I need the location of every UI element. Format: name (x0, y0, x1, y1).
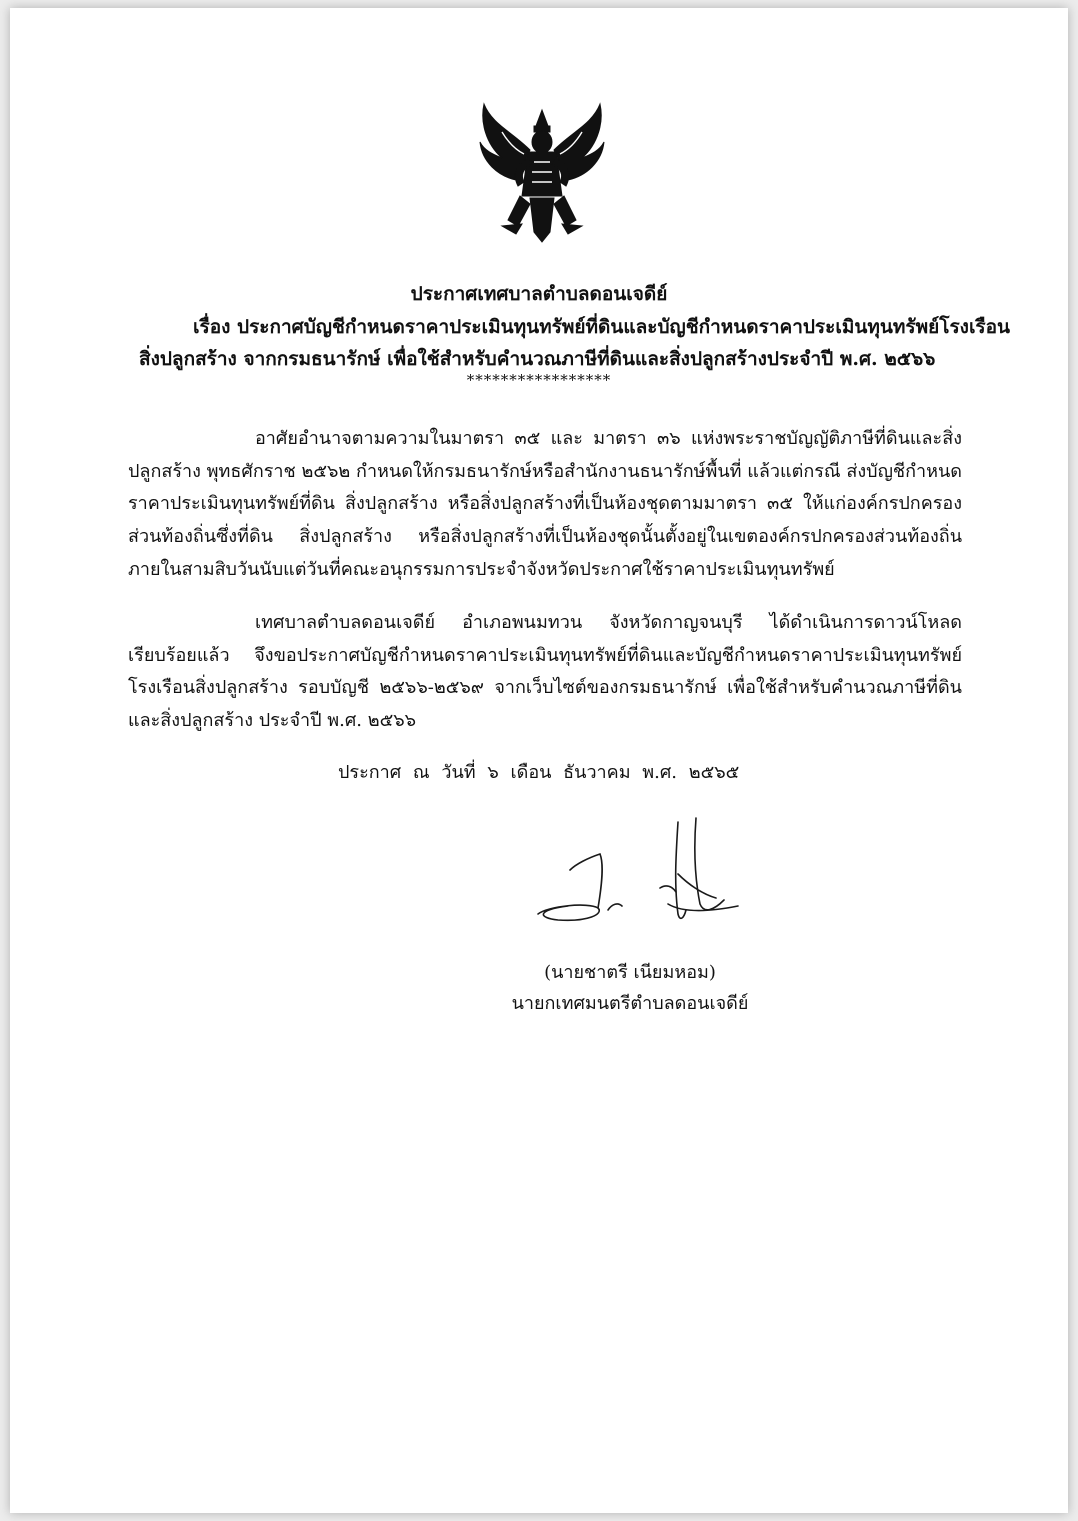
signer-position: นายกเทศมนตรีตำบลดอนเจดีย์ (511, 993, 749, 1014)
signature-icon (528, 814, 758, 932)
paragraph-2-text: เทศบาลตำบลดอนเจดีย์ อำเภอพนมทวน จังหวัดกาญจนบุรี ได้ดำเนินการดาวน์โหลดเรียบร้อยแล้ว จึงขอประกาศบัญชีกำหนดราคาประเมินทุนทรัพย์ที่ดินและบัญชีกำหนดราคาประเมินทุนทรัพย์โรงเรือนสิ่งปลูกสร้าง รอบบัญชี ๒๕๖๖-๒๕๖๙ จากเว็บไซต์ของกรมธนารักษ์ เพื่อใช้สำหรับคำนวณภาษีที่ดินและสิ่งปลูกสร้าง ประจำปี พ.ศ. ๒๕๖๖ (128, 612, 962, 732)
paragraph-1 (128, 423, 962, 587)
signer-name: (นายชาตรี เนียมหอม) (544, 962, 716, 983)
paragraph-1-text: อาศัยอำนาจตามความในมาตรา ๓๕ และ มาตรา ๓๖ แห่งพระราชบัญญัติภาษีที่ดินและสิ่งปลูกสร้าง พุทธศักราช ๒๕๖๒ กำหนดให้กรมธนารักษ์หรือสำนักงานธนารักษ์พื้นที่ แล้วแต่กรณี ส่งบัญชีกำหนดราคาประเมินทุนทรัพย์ที่ดิน สิ่งปลูกสร้าง หรือสิ่งปลูกสร้างที่เป็นห้องชุดตามมาตรา ๓๕ ให้แก่องค์กรปกครองส่วนท้องถิ่นซึ่งที่ดิน สิ่งปลูกสร้าง หรือสิ่งปลูกสร้างที่เป็นห้องชุดนั้นตั้งอยู่ในเขตองค์กรปกครองส่วนท้องถิ่น ภายในสามสิบวันนับแต่วันที่คณะอนุกรรมการประจำจังหวัดประกาศใช้ราคาประเมินทุนทรัพย์ (128, 428, 962, 580)
garuda-emblem-icon (472, 92, 612, 248)
document-title: ประกาศเทศบาลตำบลดอนเจดีย์ (410, 283, 668, 305)
separator: ***************** (466, 371, 612, 389)
subject-line-2: สิ่งปลูกสร้าง จากกรมธนารักษ์ เพื่อใช้สำหรับคำนวณภาษีที่ดินและสิ่งปลูกสร้างประจำปี พ.ศ. ๒๕๖๖ (139, 348, 936, 370)
announcement-date: ประกาศ ณ วันที่ ๖ เดือน ธันวาคม พ.ศ. ๒๕๖๕ (338, 762, 740, 783)
paragraph-2 (128, 607, 962, 738)
subject-line-1: เรื่อง ประกาศบัญชีกำหนดราคาประเมินทุนทรัพย์ที่ดินและบัญชีกำหนดราคาประเมินทุนทรัพย์โรงเรือน (193, 316, 1011, 338)
